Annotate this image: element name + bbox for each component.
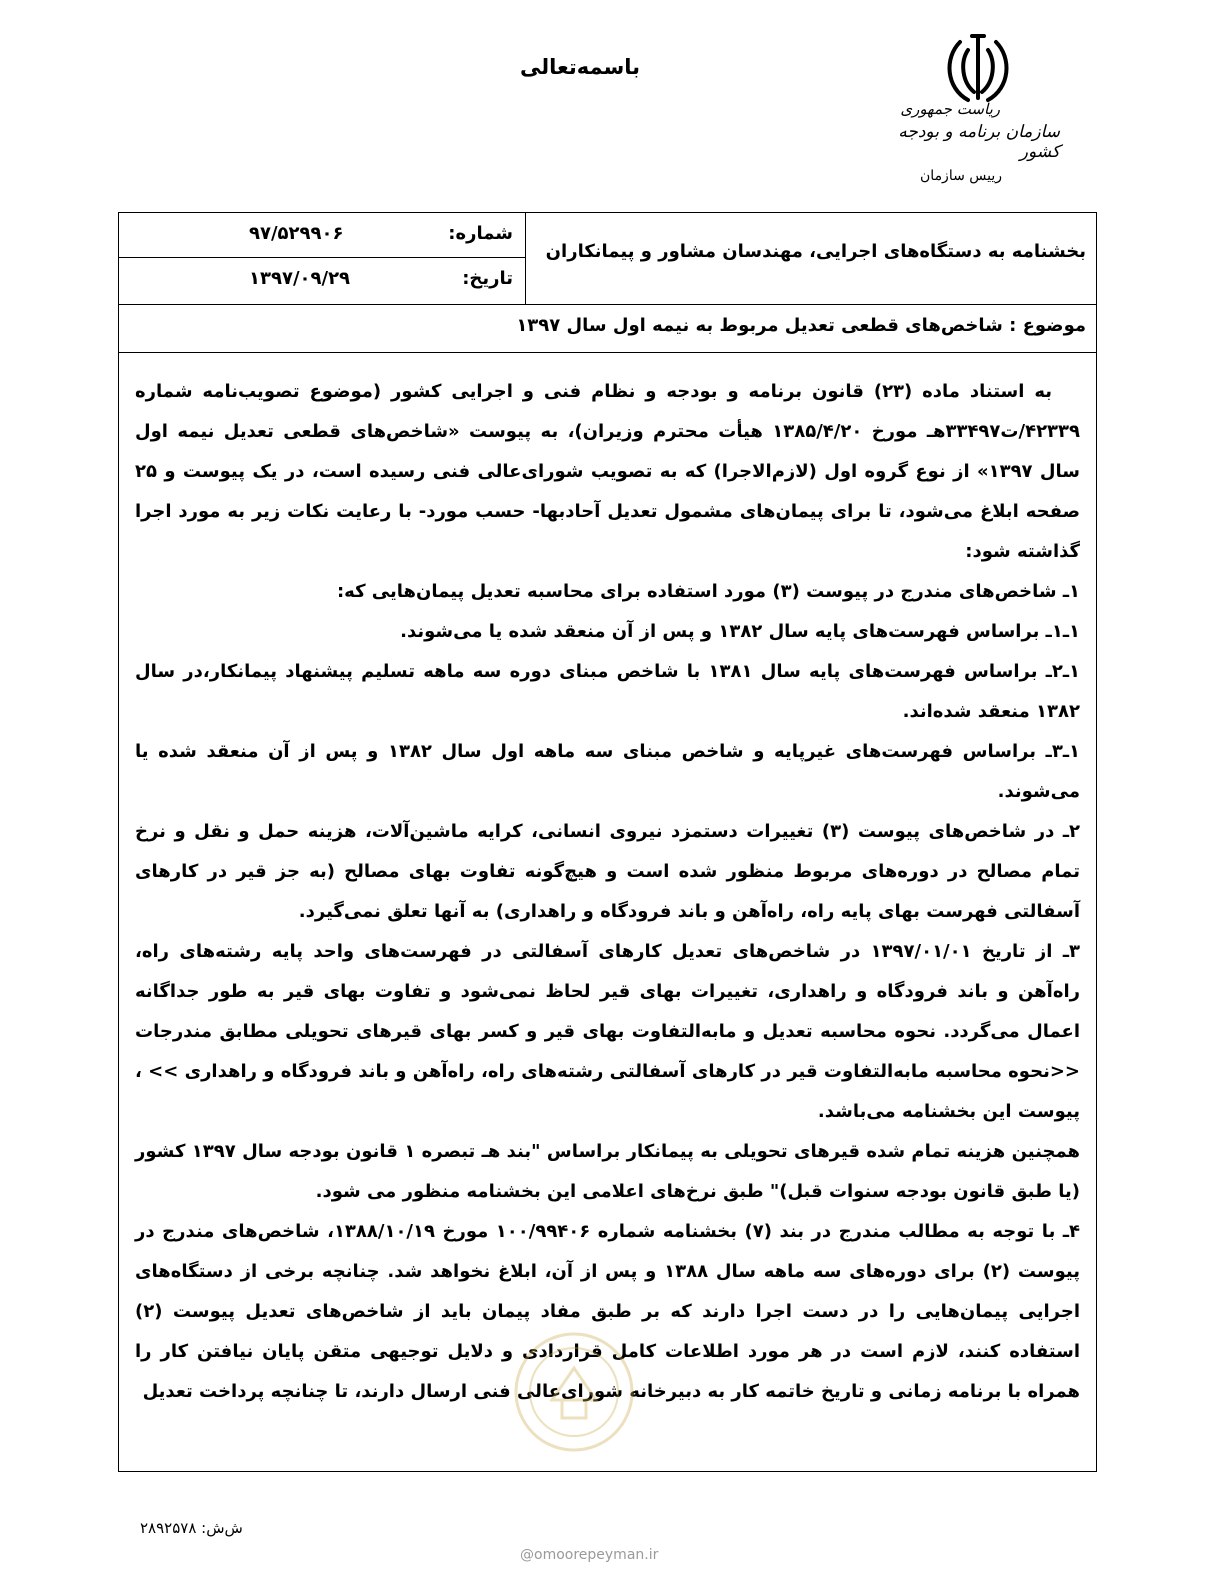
letter-body-box: [118, 352, 1097, 1472]
watermark-seal-icon: [512, 1330, 636, 1454]
date-value: ۱۳۹۷/۰۹/۲۹: [249, 268, 351, 289]
letter-content: [135, 372, 1080, 1412]
subject-line: موضوع : شاخص‌های قطعی تعدیل مربوط به نیمه اول سال ۱۳۹۷: [516, 315, 1086, 336]
intro-paragraph: به استناد ماده (۲۳) قانون برنامه و بودجه و نظام فنی و اجرایی کشور (موضوع تصویب‌نامه شماره ۴۲۳۳۹/ت۳۳۴۹۷هـ مورخ ۱۳۸۵/۴/۲۰ هیأت محترم وزیران)، به پیوست «شاخص‌های قطعی تعدیل نیمه اول سال ۱۳۹۷» از نوع گروه اول (لازم‌الاجرا) که به تصویب شورای‌عالی فنی رسیده است، در یک پیوست و ۲۵ صفحه ابلاغ می‌شود، تا برای پیمان‌های مشمول تعدیل آحادبها- حسب مورد- با رعایت نکات زیر به مورد اجرا گذاشته شود:: [135, 381, 1081, 562]
date-row: [119, 258, 525, 303]
item-2: ۲ـ در شاخص‌های پیوست (۳) تغییرات دستمزد نیروی انسانی، کرایه ماشین‌آلات، هزینه حمل و نقل و نرخ تمام مصالح در دوره‌های مربوط منظور شده است و هیچ‌گونه تفاوت بهای مصالح (به جز قیر در کارهای آسفالتی فهرست بهای پایه راه، راه‌آهن و باند فرودگاه و راهداری) به آنها تعلق نمی‌گیرد.: [135, 821, 1080, 922]
number-value: ۹۷/۵۲۹۹۰۶: [249, 223, 344, 244]
agency-line-organization: سازمان برنامه و بودجه کشور: [898, 122, 1060, 162]
agency-line-head: رییس سازمان: [920, 168, 1002, 184]
agency-signature-block: [880, 100, 1060, 184]
agency-line-presidency: ریاست جمهوری: [900, 100, 1000, 118]
item-3-extra: همچنین هزینه تمام شده قیرهای تحویلی به پیمانکار براساس "بند هـ تبصره ۱ قانون بودجه سال ۱۳۹۷ کشور (یا طبق قانون بودجه سنوات قبل)" طبق نرخ‌های اعلامی این بخشنامه منظور می شود.: [135, 1141, 1080, 1202]
bismillah-heading: باسمه‌تعالی: [520, 55, 640, 79]
iran-emblem-icon: [938, 32, 1018, 108]
item-1: ۱ـ شاخص‌های مندرج در پیوست (۳) مورد استفاده برای محاسبه تعدیل پیمان‌هایی که:: [336, 581, 1080, 602]
number-label: شماره:: [448, 223, 513, 244]
item-3: ۳ـ از تاریخ ۱۳۹۷/۰۱/۰۱ در شاخص‌های تعدیل کارهای آسفالتی در فهرست‌های واحد پایه رشته‌های راه، راه‌آهن و باند فرودگاه و راهداری، تغییرات بهای قیر لحاظ نمی‌شود و تفاوت بهای قیر به طور جداگانه اعمال می‌گردد. نحوه محاسبه تعدیل و مابه‌التفاوت بهای قیر و کسر بهای قیرهای تحویلی مطابق مندرجات <<نحوه محاسبه مابه‌التفاوت قیر در کارهای آسفالتی رشته‌های راه، راه‌آهن و باند فرودگاه و راهداری >> ، پیوست این بخشنامه می‌باشد.: [135, 941, 1080, 1122]
item-1-2: ۱ـ۲ـ براساس فهرست‌های پایه سال ۱۳۸۱ با شاخص مبنای دوره سه ماهه تسلیم پیشنهاد پیمانکار،در سال ۱۳۸۲ منعقد شده‌اند.: [135, 661, 1080, 722]
recipients-line: بخشنامه به دستگاه‌های اجرایی، مهندسان مشاور و پیمانکاران: [545, 241, 1086, 262]
number-row: [119, 213, 525, 258]
letter-meta: [119, 213, 526, 304]
header-top-row: [119, 213, 1096, 305]
letter-header-box: [118, 212, 1097, 353]
item-4: ۴ـ با توجه به مطالب مندرج در بند (۷) بخشنامه شماره ۱۰۰/۹۹۴۰۶ مورخ ۱۳۸۸/۱۰/۱۹، شاخص‌های مندرج در پیوست (۲) برای دوره‌های سه ماهه سال ۱۳۸۸ و پس از آن، ابلاغ نخواهد شد. چنانچه برخی از دستگاه‌های اجرایی پیمان‌هایی را در دست اجرا دارند که بر طبق مفاد پیمان باید از شاخص‌های تعدیل پیوست (۲) استفاده کنند، لازم است در هر مورد اطلاعات کامل قراردادی و دلایل توجیهی متقن پایان نیافتن کار را همراه با برنامه زمانی و تاریخ خاتمه کار به دبیرخانه شورای‌عالی فنی ارسال دارند، تا چنانچه پرداخت تعدیل: [135, 1221, 1080, 1402]
item-1-1: ۱ـ۱ـ براساس فهرست‌های پایه سال ۱۳۸۲ و پس از آن منعقد شده یا می‌شوند.: [400, 621, 1080, 642]
item-1-3: ۱ـ۳ـ براساس فهرست‌های غیرپایه و شاخص مبنای سه ماهه اول سال ۱۳۸۲ و پس از آن منعقد شده یا می‌شوند.: [135, 741, 1080, 802]
footer-code: ش‌ش: ۲۸۹۲۵۷۸: [140, 1519, 243, 1537]
watermark-site-text: @omoorepeyman.ir: [520, 1547, 659, 1563]
date-label: تاریخ:: [462, 268, 513, 289]
